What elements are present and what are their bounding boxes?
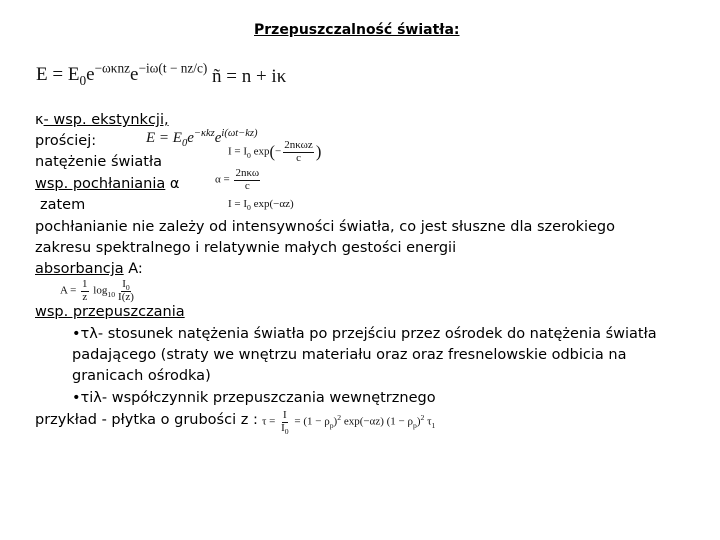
therefore-label: zatem [40,197,86,213]
kappa-symbol: κ [35,112,44,128]
absorption-coef-line [35,174,179,195]
plate-equation: τ = $\frac{I}{I_0}$ = $(1 - \rho_p)^2$ exp(−αz) $(1 - \rho_p)^2$ $\tau_1$ [262,409,436,436]
slide-title: Przepuszczalność światła: [254,22,460,38]
bullet-1-text-1: - stosunek natężenia światła po przejściu przez ośrodek do natężenia światła [97,326,657,342]
absorbance-label: absorbancja [35,261,124,277]
intensity-label: natężenie światła [35,154,162,170]
kappa-label: - wsp. ekstynkcji, [43,112,169,128]
field-equation: $E = E_0e^{-\omega\kappa nz}e^{-i\omega(t - nz/c)}$ [36,60,208,88]
bullet-1-line-2: padającego (straty we wnętrzu materiału oraz oraz fresnelowskie odbicia na [72,347,627,363]
bullet-2-text: - współczynnik przepuszczania wewnętrznego [101,390,436,406]
absorbance-equation: A = $\frac{1}{z}$ $\log_{10}$ $\frac{I_0}{I(z)}$ [60,278,134,303]
bullet-2-symbol: •τiλ [72,390,102,406]
kappa-line [35,110,169,131]
bullet-1-line-1 [72,324,657,345]
transmission-label: wsp. przepuszczania [35,304,185,320]
alpha-symbol: α [169,176,180,192]
paragraph-line-1: pochłanianie nie zależy od intensywności światła, co jest słuszne dla szerokiego [35,219,615,235]
beer-law-equation: $I = I_0$ exp(−αz) [228,198,294,213]
paragraph-line-2: zakresu spektralnego i relatywnie małych gestości energii [35,240,457,256]
absorption-coef-label: wsp. pochłaniania [35,176,166,192]
bullet-1-line-3: granicach ośrodka) [72,368,211,384]
example-label: przykład - płytka o grubości z : [35,412,258,428]
bullet-2-line [72,388,436,409]
simpler-label: prościej: [35,133,97,149]
alpha-equation: α = $\frac{\text{2nκω}}{c}$ [215,167,260,192]
intensity-equation: $I = I_0$ exp(− $\frac{\text{2nκωz}}{c}$ ) [228,139,322,164]
bullet-1-symbol: •τλ [72,326,98,342]
absorbance-line [35,259,143,280]
absorbance-suffix: A: [123,261,143,277]
complex-index-equation: ñ = n + iκ [212,66,287,87]
simpler-field-equation: $E = E_0e^{-\kappa kz}e^{i(\omega t-kz)}$ [146,128,258,149]
